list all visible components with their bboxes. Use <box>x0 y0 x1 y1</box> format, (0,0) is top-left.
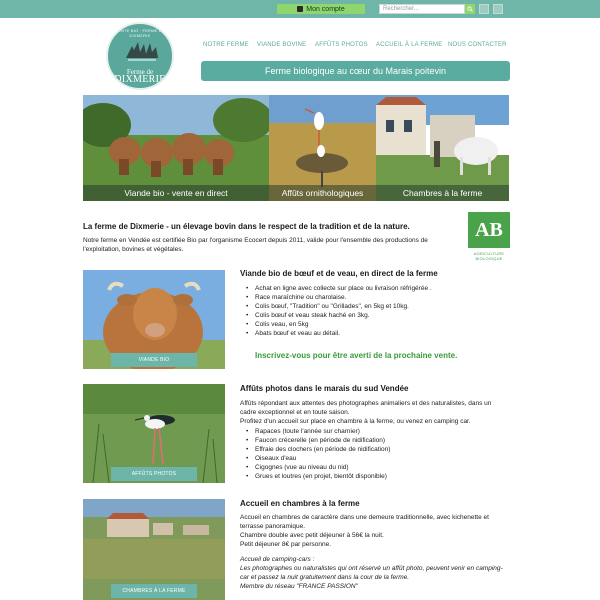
hero-panel-affuts[interactable] <box>269 95 376 201</box>
ab-bio-logo <box>468 212 510 262</box>
nav-affuts-photos[interactable]: AFFÛTS PHOTOS <box>315 42 368 48</box>
hero-caption-chambres: Chambres à la ferme <box>376 185 509 201</box>
search-input[interactable]: Rechercher... <box>379 4 465 14</box>
chambres-image[interactable] <box>83 499 225 600</box>
hero-banner <box>83 95 509 201</box>
intro-text: Notre ferme en Vendée est certifiée Bio par l'organisme Ecocert depuis 2011, valide pour l'ensemble des productions de l'exploitation, bovines et végétales. <box>83 237 428 253</box>
logo-name <box>108 68 172 84</box>
viande-list <box>240 284 508 338</box>
hero-panel-chambres[interactable] <box>376 95 509 201</box>
list-item: • Colis bœuf et veau steak haché en 3kg. <box>240 311 508 320</box>
affuts-list <box>240 427 508 481</box>
affuts-text-1: Affûts répondant aux attentes des photographes animaliers et des naturalistes, dans un cadre exceptionnel et en toute saison. <box>240 400 492 416</box>
list-item: • Abats bœuf et veau au détail. <box>240 329 508 338</box>
search-button[interactable] <box>465 4 475 14</box>
viande-image[interactable] <box>83 270 225 369</box>
affuts-image[interactable] <box>83 384 225 483</box>
ab-line1: AGRICULTURE <box>473 251 505 256</box>
chambres-text-2: Chambre double avec petit déjeuner à 56€ la nuit. <box>240 532 384 539</box>
list-item: • Rapaces (toute l'année sur charnier) <box>240 427 508 436</box>
nav-accueil-ferme[interactable]: ACCUEIL À LA FERME <box>376 42 443 48</box>
logo[interactable] <box>106 22 174 90</box>
nav-notre-ferme[interactable]: NOTRE FERME <box>203 42 249 48</box>
tagline-banner: Ferme biologique au cœur du Marais poitevin <box>201 61 510 81</box>
hero-caption-affuts: Affûts ornithologiques <box>269 185 376 201</box>
signup-link[interactable]: Inscrivez-vous pour être averti de la prochaine vente. <box>255 351 458 360</box>
camping-text: Les photographes ou naturalistes qui ont réservé un affût photo, peuvent venir en camping-car et passez la nuit gratuitement dans la cour de la ferme. <box>240 565 503 581</box>
affuts-text <box>240 399 508 426</box>
viande-title: Viande bio de bœuf et de veau, en direct de la ferme <box>240 269 438 278</box>
hero-panel-viande[interactable] <box>83 95 269 201</box>
camping-member: Membre du réseau "FRANCE PASSION" <box>240 583 358 590</box>
list-item: • Oiseaux d'eau <box>240 454 508 463</box>
birds-icon <box>122 38 162 64</box>
list-item: • Cigognes (vue au niveau du nid) <box>240 463 508 472</box>
intro-title: La ferme de Dixmerie - un élevage bovin dans le respect de la tradition et de la nature. <box>83 222 410 231</box>
user-icon <box>297 6 303 12</box>
chambres-text-1: Accueil en chambres de caractère dans une demeure traditionnelle, avec kichenette et terrasse panoramique. <box>240 514 489 530</box>
chambres-button[interactable]: CHAMBRES À LA FERME <box>111 584 197 598</box>
chambres-text <box>240 513 508 591</box>
account-button[interactable] <box>277 4 365 14</box>
camping-title: Accueil de camping-cars : <box>240 556 315 563</box>
list-item: • Colis veau, en 5kg <box>240 320 508 329</box>
hero-caption-viande: Viande bio - vente en direct <box>83 185 269 201</box>
search-icon <box>467 6 473 12</box>
nav-nous-contacter[interactable]: NOUS CONTACTER <box>448 42 507 48</box>
instagram-icon[interactable] <box>493 4 503 14</box>
affuts-title: Affûts photos dans le marais du sud Vendée <box>240 384 409 393</box>
logo-line1: Ferme de <box>126 68 154 76</box>
affuts-photos-button[interactable]: AFFÛTS PHOTOS <box>111 467 197 481</box>
ab-line2: BIOLOGIQUE <box>475 256 503 261</box>
chambres-text-3: Petit déjeuner 8€ par personne. <box>240 541 332 548</box>
facebook-icon[interactable] <box>479 4 489 14</box>
list-item: • Effraie des clochers (en période de nidification) <box>240 445 508 454</box>
affuts-text-2: Profitez d'un accueil sur place en chambre à la ferme, ou venez en camping car. <box>240 418 471 425</box>
list-item: • Race maraîchine ou charolaise. <box>240 293 508 302</box>
list-item: • Grues et loutres (en projet, bientôt disponible) <box>240 472 508 481</box>
chambres-title: Accueil en chambres à la ferme <box>240 499 360 508</box>
list-item: • Colis bœuf, "Tradition" ou "Grillades", en 5kg et 10kg. <box>240 302 508 311</box>
logo-line2: DIXMERIE <box>114 74 166 85</box>
viande-bio-button[interactable]: VIANDE BIO <box>111 353 197 367</box>
ab-mark: AB <box>468 212 510 248</box>
nav-viande-bovine[interactable]: VIANDE BOVINE <box>257 42 307 48</box>
list-item: • Achat en ligne avec collecte sur place ou livraison réfrigérée . <box>240 284 508 293</box>
account-label: Mon compte <box>306 5 345 13</box>
list-item: • Faucon crécerelle (en période de nidification) <box>240 436 508 445</box>
logo-arc-text: VENTE BIO · FERME DE DIXMERIE <box>115 28 165 38</box>
